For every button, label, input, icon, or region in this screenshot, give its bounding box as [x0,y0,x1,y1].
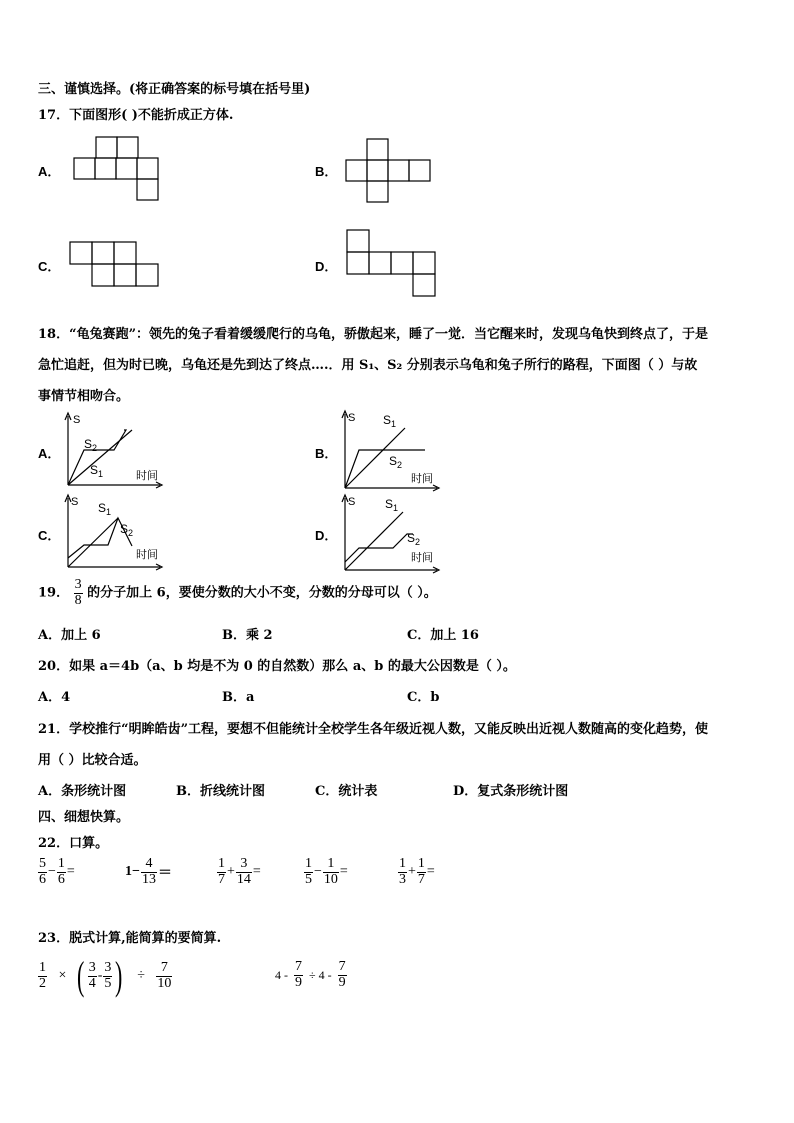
q17-net-d [347,230,442,300]
q22-expr-4: $\frac{1}{5}$ − $\frac{1}{10}$ = [305,856,348,887]
section-four-title: 四、细想快算。 [38,810,130,825]
q18-graph-a [60,410,165,490]
q18-line-1: 18．“龟兔赛跑”：领先的兔子看着缓缓爬行的乌龟，骄傲起来，睡了一觉．当它醒来时，发现乌龟快到终点了，于是 [38,327,709,342]
q21-line-1: 21．学校推行“明眸皓齿”工程，要想不但能统计全校学生各年级近视人数，又能反映出近视人数随高的变化趋势，使 [38,722,709,737]
q21-option-d: D．复式条形统计图 [453,784,569,799]
q18-d-s2-label: $S_2$ [407,531,421,547]
q19-row [38,578,437,608]
q18-line-3: 事情节相吻合。 [38,389,130,404]
q18-c-axis-x: 时间 [136,548,158,561]
q22-expr-2: 1− $\frac{4}{13}$ ＝ [125,856,172,887]
q18-d-s1-line [345,512,403,570]
q23-expr-2: 4 - $\frac{7}{9}$ ÷ 4 - $\frac{7}{9}$ [275,959,346,990]
q21-option-c: C．统计表 [315,784,378,799]
q18-graph-c [60,492,165,572]
q17-net-b [346,139,436,205]
q21-option-b: B．折线统计图 [176,784,265,799]
q19-stem: 的分子加上 6，要使分数的大小不变，分数的分母可以（ ）。 [87,585,437,601]
q19-option-a: A．加上 6 [38,628,101,643]
q18-c-axis-y: S [71,496,79,508]
q18-c-s1-label: $S_1$ [98,501,112,517]
q19-fraction: $\frac{3}{8}$ [74,577,82,608]
q17-net-a [74,137,164,203]
q18-graph-b [337,408,442,493]
q17-option-c-label: C． [38,259,61,274]
q17-option-b-label: B． [315,164,338,179]
q20-stem: 20．如果 a＝4b（a、b 均是不为 0 的自然数）那么 a、b 的最大公因数是（ ）。 [38,659,516,674]
q18-option-a-label: A． [38,446,61,461]
q19-option-b: B．乘 2 [222,628,273,643]
q21-option-a: A．条形统计图 [38,784,127,799]
q23-expr-1: $\frac{1}{2}$ × ( $\frac{3}{4}$ - $\frac{3}{5}$ ) ÷ $\frac{7}{10}$ [39,953,172,998]
q17-stem: 17．下面图形( )不能折成正方体. [38,108,234,123]
q18-b-s1-label: $S_1$ [383,413,397,429]
q18-graph-d [337,492,442,577]
q18-a-s2-label: $S_2$ [84,437,98,453]
section-three-title: 三、谨慎选择。(将正确答案的标号填在括号里) [38,82,311,97]
q19-number: 19． [38,585,70,601]
q17-net-c [70,242,165,292]
q18-a-axis-x: 时间 [136,469,158,482]
q18-b-axis-x: 时间 [411,472,433,485]
q18-a-s1-label: $S_1$ [90,463,104,479]
q18-line-2: 急忙追赶，但为时已晚，乌龟还是先到达了终点….．用 S₁、S₂ 分别表示乌龟和兔子所行的路程，下面图（ ）与故 [38,358,698,373]
q17-option-d-label: D． [315,259,338,274]
q18-option-c-label: C． [38,528,61,543]
q17-option-a-label: A． [38,164,61,179]
q18-option-b-label: B． [315,446,338,461]
q18-d-s1-label: $S_1$ [385,497,399,513]
q18-b-axis-y: S [348,412,356,424]
q23-stem: 23．脱式计算,能简算的要简算. [38,931,222,946]
q22-expr-3: $\frac{1}{7}$ + $\frac{3}{14}$ = [218,856,261,887]
q18-c-s1-line [68,518,118,567]
q20-option-a: A．4 [38,690,71,705]
q22-expr-1: $\frac{5}{6}$ − $\frac{1}{6}$ = [39,856,75,887]
q20-option-c: C．b [407,690,440,705]
q18-a-axis-y: S [73,414,81,426]
q21-line-2: 用（ ）比较合适。 [38,753,147,768]
q18-option-d-label: D． [315,528,338,543]
q19-option-c: C．加上 16 [407,628,479,643]
q18-d-s2-line [345,534,413,562]
q22-expr-5: $\frac{1}{3}$ + $\frac{1}{7}$ = [399,856,435,887]
q18-c-s2-label: $S_2$ [120,522,134,538]
q22-stem: 22．口算。 [38,836,109,851]
q18-b-s2-label: $S_2$ [389,454,403,470]
q18-d-axis-y: S [348,496,356,508]
q20-option-b: B．a [222,690,255,705]
q18-d-axis-x: 时间 [411,551,433,564]
